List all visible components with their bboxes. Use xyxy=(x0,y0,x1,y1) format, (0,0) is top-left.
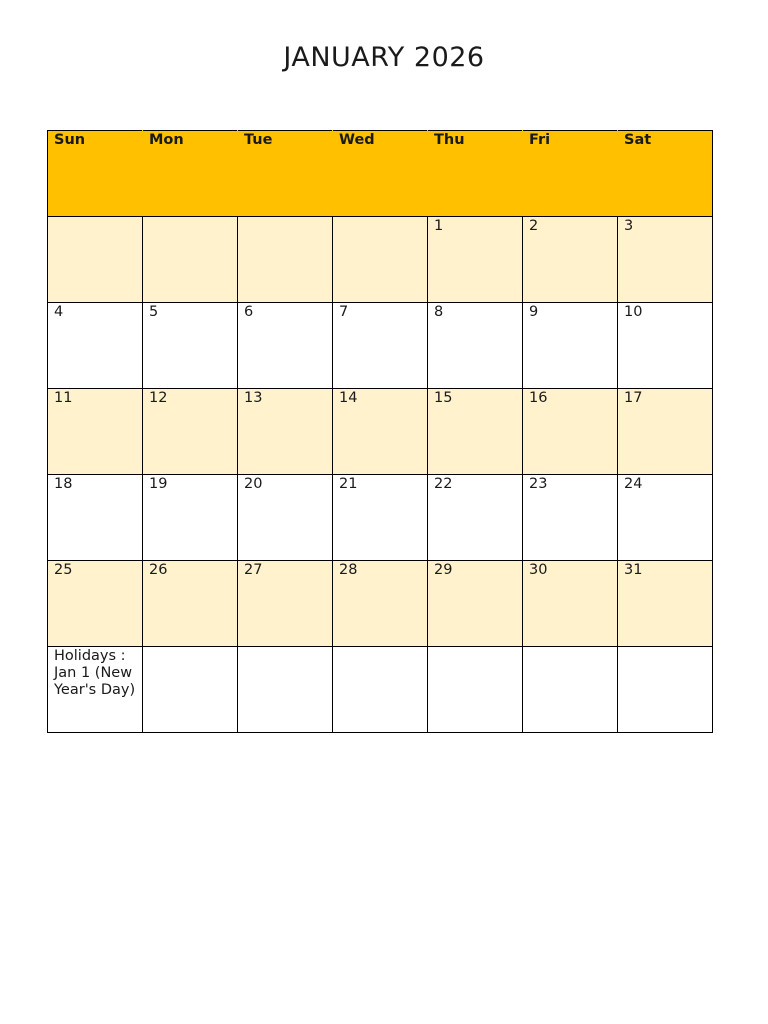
weekday-header: Wed xyxy=(333,131,428,217)
day-cell: 22 xyxy=(428,475,523,561)
day-cell-sunday: 11 xyxy=(48,389,143,475)
day-cell: 9 xyxy=(523,303,618,389)
day-cell: 19 xyxy=(143,475,238,561)
calendar-title: JANUARY 2026 xyxy=(283,42,485,73)
weekday-header: Tue xyxy=(238,131,333,217)
day-cell: 31 xyxy=(618,561,713,647)
day-cell: 27 xyxy=(238,561,333,647)
notes-cell xyxy=(143,647,238,733)
day-cell xyxy=(333,217,428,303)
notes-cell xyxy=(333,647,428,733)
notes-cell xyxy=(238,647,333,733)
week-row xyxy=(48,389,713,475)
day-cell-sunday: 18 xyxy=(48,475,143,561)
day-cell: 3 xyxy=(618,217,713,303)
holidays-note: Holidays : Jan 1 (New Year's Day) xyxy=(48,647,143,733)
day-cell: 26 xyxy=(143,561,238,647)
calendar-grid xyxy=(47,130,713,733)
day-cell: 15 xyxy=(428,389,523,475)
week-row xyxy=(48,303,713,389)
day-cell: 2 xyxy=(523,217,618,303)
weekday-header: Thu xyxy=(428,131,523,217)
day-cell: 7 xyxy=(333,303,428,389)
notes-cell xyxy=(523,647,618,733)
weekday-header-row xyxy=(48,131,713,217)
day-cell: 5 xyxy=(143,303,238,389)
day-cell: 10 xyxy=(618,303,713,389)
weekday-header: Mon xyxy=(143,131,238,217)
notes-row xyxy=(48,647,713,733)
notes-cell xyxy=(618,647,713,733)
day-cell-sunday: 25 xyxy=(48,561,143,647)
day-cell: 12 xyxy=(143,389,238,475)
week-row xyxy=(48,561,713,647)
day-cell: 24 xyxy=(618,475,713,561)
day-cell: 29 xyxy=(428,561,523,647)
weekday-header: Sun xyxy=(48,131,143,217)
week-row xyxy=(48,475,713,561)
day-cell: 21 xyxy=(333,475,428,561)
day-cell: 30 xyxy=(523,561,618,647)
day-cell: 6 xyxy=(238,303,333,389)
day-cell-holiday: 1 xyxy=(428,217,523,303)
day-cell: 20 xyxy=(238,475,333,561)
weekday-header: Sat xyxy=(618,131,713,217)
notes-cell xyxy=(428,647,523,733)
day-cell: 17 xyxy=(618,389,713,475)
day-cell: 16 xyxy=(523,389,618,475)
day-cell xyxy=(238,217,333,303)
day-cell xyxy=(143,217,238,303)
day-cell: 23 xyxy=(523,475,618,561)
weekday-header: Fri xyxy=(523,131,618,217)
day-cell: 14 xyxy=(333,389,428,475)
day-cell: 13 xyxy=(238,389,333,475)
day-cell: 28 xyxy=(333,561,428,647)
week-row xyxy=(48,217,713,303)
day-cell: 8 xyxy=(428,303,523,389)
day-cell xyxy=(48,217,143,303)
day-cell-sunday: 4 xyxy=(48,303,143,389)
